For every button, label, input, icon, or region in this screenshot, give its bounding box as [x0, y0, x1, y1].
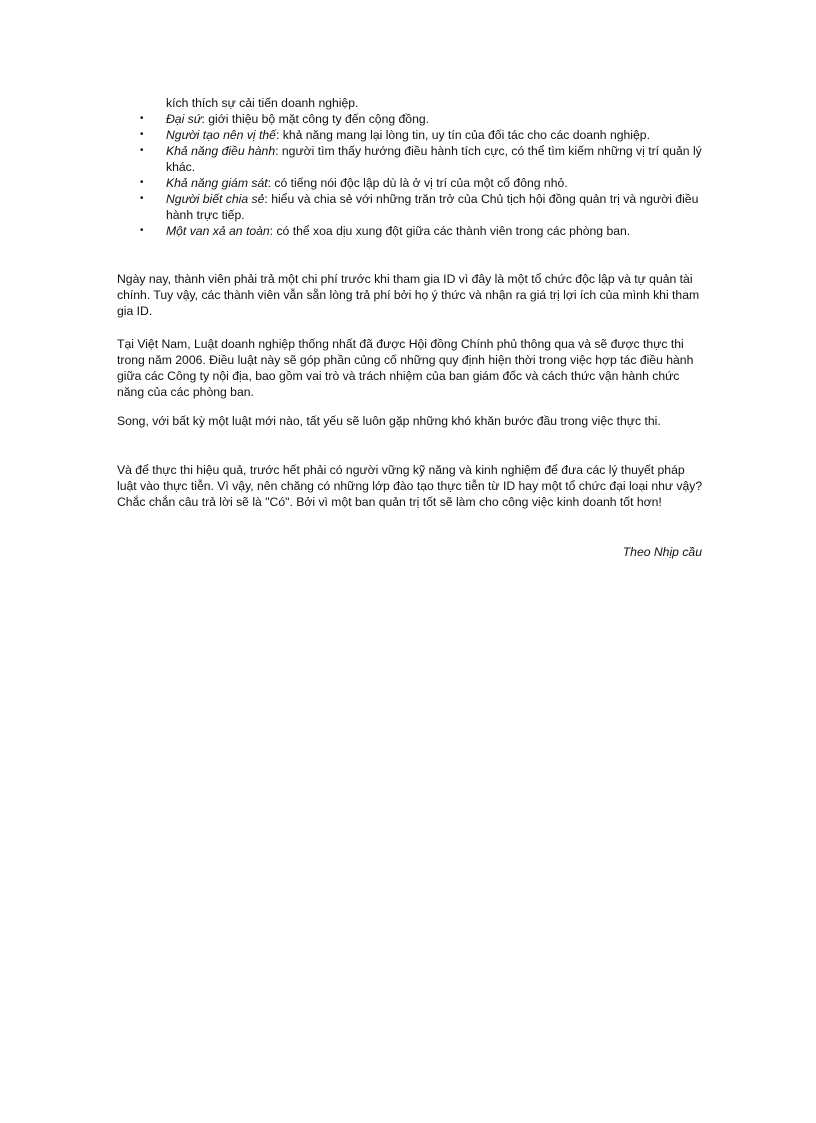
list-item — [136, 191, 706, 223]
bullet-icon: • — [140, 129, 144, 140]
source-attribution: Theo Nhịp cầu — [622, 545, 702, 559]
list-item — [136, 127, 706, 143]
list-item-text: : hiểu và chia sẻ với những trăn trở của Chủ tịch hội đồng quản trị và người điều hành trực tiếp. — [166, 192, 699, 222]
bullet-icon: • — [140, 193, 144, 204]
bullet-icon: • — [140, 145, 144, 156]
list-item-term: Người biết chia sẻ — [166, 192, 265, 206]
list-item-text: : giới thiệu bộ mặt công ty đến cộng đồng. — [201, 112, 430, 126]
list-item-term: Khả năng điều hành — [166, 144, 276, 158]
bullet-icon: • — [140, 225, 144, 236]
list-item — [136, 143, 706, 175]
continuation-text: kích thích sự cải tiến doanh nghiệp. — [166, 96, 359, 110]
role-list — [136, 111, 706, 239]
list-item — [136, 175, 706, 191]
list-item — [136, 223, 706, 239]
paragraph-implementation-difficulty: Song, với bất kỳ một luật mới nào, tất yếu sẽ luôn gặp những khó khăn bước đầu trong việc thực thi. — [117, 414, 661, 428]
list-item-text: : khả năng mang lại lòng tin, uy tín của đối tác cho các doanh nghiệp. — [275, 128, 650, 142]
list-item-term: Một van xả an toàn — [166, 224, 270, 238]
list-item-text: : có thể xoa dịu xung đột giữa các thành viên trong các phòng ban. — [269, 224, 631, 238]
list-item-term: Khả năng giám sát — [166, 176, 268, 190]
list-item-text: : người tìm thấy hướng điều hành tích cực, có thể tìm kiếm những vị trí quản lý khác. — [166, 144, 702, 174]
paragraph-membership-fee: Ngày nay, thành viên phải trả một chi phí trước khi tham gia ID vì đây là một tổ chức độc lập và tự quản tài chính. Tuy vậy, các thành viên vẫn sẵn lòng trả phí bởi họ ý thức và nhận ra giá trị lợi ích của mình khi tham gia ID. — [117, 272, 700, 318]
list-item-term: Người tạo nên vị thế — [166, 128, 276, 142]
list-item — [136, 111, 706, 127]
paragraph-training-conclusion: Và để thực thi hiệu quả, trước hết phải có người vững kỹ năng và kinh nghiệm để đưa các lý thuyết pháp luật vào thực tiễn. Vì vậy, nên chăng có những lớp đào tạo thực tiễn từ ID hay một tổ chức đại loại như vậy? Chắc chắn câu trả lời sẽ là "Có". Bởi vì một ban quản trị tốt sẽ làm cho công việc kinh doanh tốt hơn! — [117, 463, 703, 509]
list-item-text: : có tiếng nói độc lập dù là ở vị trí của một cổ đông nhỏ. — [267, 176, 568, 190]
list-item-term: Đại sứ — [166, 112, 202, 126]
bullet-icon: • — [140, 113, 144, 124]
bullet-icon: • — [140, 177, 144, 188]
paragraph-enterprise-law: Tại Việt Nam, Luật doanh nghiệp thống nhất đã được Hội đồng Chính phủ thông qua và sẽ được thực thi trong năm 2006. Điều luật này sẽ góp phần củng cố những quy định hiện thời trong việc hợp tác điều hành giữa các Công ty nội địa, bao gồm vai trò và trách nhiệm của ban giám đốc và cách thức vận hành chức năng của các phòng ban. — [117, 337, 694, 399]
